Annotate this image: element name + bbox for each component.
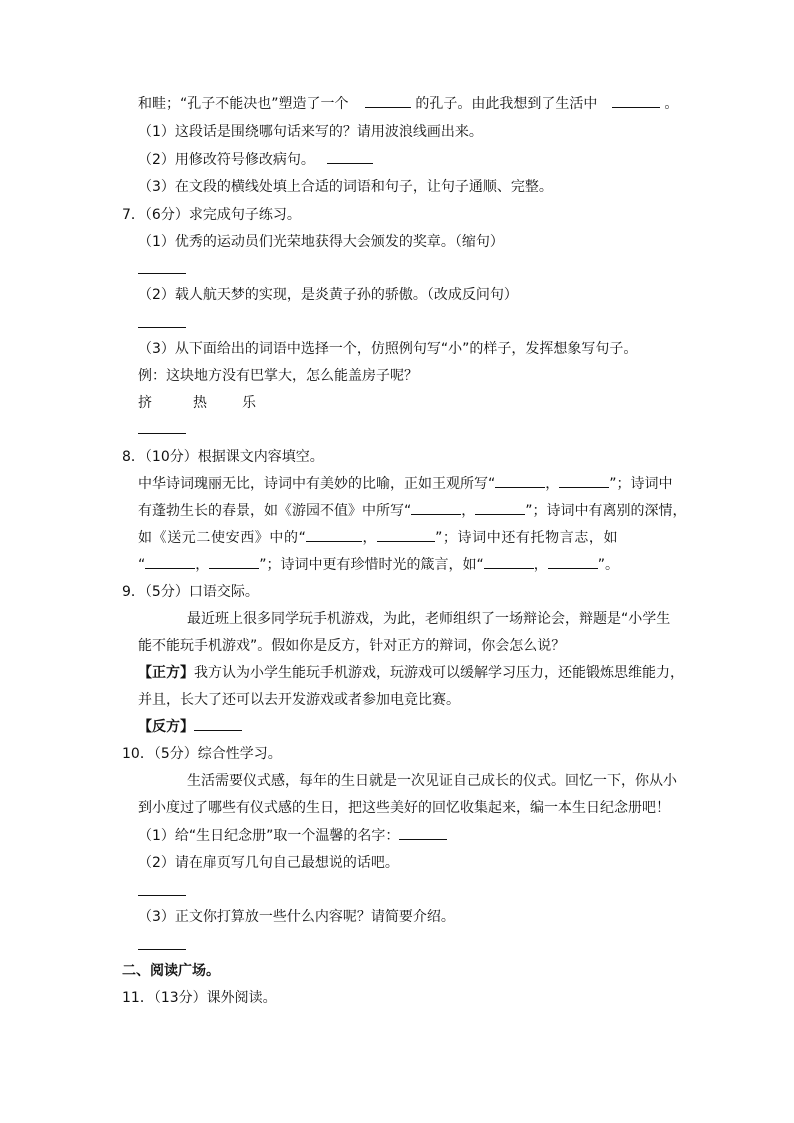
q6-sub-3: （3）在文段的横线处填上合适的词语和句子，让句子通顺、完整。 bbox=[138, 179, 553, 195]
q10-para-1: 生活需要仪式感，每年的生日就是一次见证自己成长的仪式。回忆一下，你从小 bbox=[187, 773, 677, 789]
q8-text: 有蓬勃生长的春景，如《游园不值》中所写“ bbox=[138, 503, 412, 519]
q6-text-2: 的孔子。由此我想到了生活中 bbox=[415, 96, 598, 112]
q6-sub-2-text: （2）用修改符号修改病句。 bbox=[138, 152, 315, 168]
q7-word-2: 热 bbox=[193, 395, 207, 411]
q8-text: ”；诗词中还有托物言志，如 bbox=[435, 530, 619, 546]
q7-answer-1[interactable] bbox=[138, 259, 186, 274]
q7-answer-2[interactable] bbox=[138, 313, 186, 328]
q10-head: 10．（5分）综合性学习。 bbox=[122, 746, 282, 762]
q8-line-4 bbox=[138, 554, 619, 576]
q8-blank-2[interactable] bbox=[559, 473, 609, 488]
q6-blank-2[interactable] bbox=[612, 93, 660, 108]
q10-answer-2[interactable] bbox=[138, 881, 186, 896]
q6-text-1: 和畦；“孔子不能决也”塑造了一个 bbox=[138, 96, 349, 112]
q8-comma: ， bbox=[545, 476, 560, 492]
q8-text: ”；诗词中 bbox=[609, 476, 673, 492]
q7-sub-3: （3）从下面给出的词语中选择一个，仿照例句写“小”的样子，发挥想象写句子。 bbox=[138, 341, 638, 357]
q7-word-3: 乐 bbox=[242, 395, 256, 411]
q8-blank-1[interactable] bbox=[495, 473, 545, 488]
q7-sub-1: （1）优秀的运动员们光荣地获得大会颁发的奖章。（缩句） bbox=[138, 234, 504, 250]
q10-sub-1 bbox=[138, 825, 447, 847]
q8-blank-7[interactable] bbox=[145, 554, 195, 569]
q9-pro-2: 并且，长大了还可以去开发游戏或者参加电竞比赛。 bbox=[138, 692, 460, 708]
q8-blank-5[interactable] bbox=[306, 527, 362, 542]
q8-comma: ， bbox=[195, 557, 210, 573]
q7-word-options bbox=[0, 392, 794, 414]
q8-blank-3[interactable] bbox=[411, 500, 461, 515]
q6-sub-1: （1）这段话是围绕哪句话来写的？请用波浪线画出来。 bbox=[138, 124, 483, 140]
section-2-title: 二、阅读广场。 bbox=[122, 963, 220, 979]
q8-blank-4[interactable] bbox=[475, 500, 525, 515]
q6-sub-2-blank[interactable] bbox=[327, 149, 373, 164]
q9-para-2: 能不能玩手机游戏”。假如你是反方，针对正方的辩词，你会怎么说？ bbox=[138, 638, 566, 654]
q9-head: 9．（5分）口语交际。 bbox=[122, 584, 259, 600]
q9-pro-1 bbox=[138, 662, 684, 684]
q8-blank-6[interactable] bbox=[377, 527, 435, 542]
q7-word-1: 挤 bbox=[138, 395, 152, 411]
q8-text: 中华诗词瑰丽无比，诗词中有美妙的比喻，正如王观所写“ bbox=[138, 476, 496, 492]
q8-text: ”；诗词中更有珍惜时光的箴言，如“ bbox=[259, 557, 484, 573]
q6-sub-2 bbox=[138, 149, 373, 171]
q7-answer-3[interactable] bbox=[138, 419, 186, 434]
q9-con-tag: 【反方】 bbox=[138, 719, 194, 735]
q10-sub-2: （2）请在扉页写几句自己最想说的话吧。 bbox=[138, 855, 399, 871]
q8-comma: ， bbox=[362, 530, 378, 546]
q8-comma: ， bbox=[461, 503, 476, 519]
q9-pro-text: 我方认为小学生能玩手机游戏，玩游戏可以缓解学习压力，还能锻炼思维能力， bbox=[194, 665, 684, 681]
q8-head: 8．（10分）根据课文内容填空。 bbox=[122, 449, 324, 465]
q7-head: 7．（6分）求完成句子练习。 bbox=[122, 207, 301, 223]
q8-blank-10[interactable] bbox=[548, 554, 598, 569]
q7-sub-2: （2）载人航天梦的实现，是炎黄子孙的骄傲。（改成反问句） bbox=[138, 287, 518, 303]
q10-para-2: 到小度过了哪些有仪式感的生日，把这些美好的回忆收集起来，编一本生日纪念册吧！ bbox=[138, 800, 670, 816]
q11-head: 11．（13分）课外阅读。 bbox=[122, 990, 277, 1006]
q8-comma: ， bbox=[533, 557, 548, 573]
q8-line-3 bbox=[138, 527, 618, 549]
q10-answer-3[interactable] bbox=[138, 935, 186, 950]
q7-example: 例：这块地方没有巴掌大，怎么能盖房子呢？ bbox=[138, 368, 418, 384]
q10-sub-1-blank[interactable] bbox=[399, 825, 447, 840]
q6-line-1 bbox=[138, 93, 678, 115]
q8-line-2 bbox=[138, 500, 687, 522]
q8-text: “ bbox=[138, 557, 146, 573]
q8-text: ”。 bbox=[597, 557, 620, 573]
q8-blank-9[interactable] bbox=[484, 554, 534, 569]
q8-text: ”；诗词中有离别的深情， bbox=[525, 503, 687, 519]
q9-pro-tag: 【正方】 bbox=[138, 665, 194, 681]
q8-text: 如《送元二使安西》中的“ bbox=[138, 530, 307, 546]
q9-con-blank[interactable] bbox=[194, 716, 242, 731]
q6-text-end: 。 bbox=[664, 96, 679, 112]
q9-con bbox=[138, 716, 242, 738]
q9-para-1: 最近班上很多同学玩手机游戏，为此，老师组织了一场辩论会，辩题是“小学生 bbox=[187, 611, 671, 627]
q8-line-1 bbox=[138, 473, 673, 495]
q10-sub-1-text: （1）给“生日纪念册”取一个温馨的名字： bbox=[138, 828, 400, 844]
q8-blank-8[interactable] bbox=[209, 554, 259, 569]
q6-blank-1[interactable] bbox=[365, 93, 411, 108]
q10-sub-3: （3）正文你打算放一些什么内容呢？请简要介绍。 bbox=[138, 909, 455, 925]
